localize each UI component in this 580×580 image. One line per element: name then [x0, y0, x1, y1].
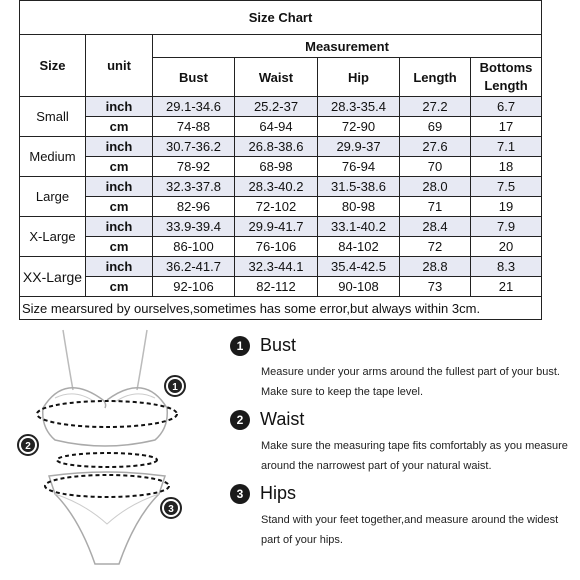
guide-line: Measure under your arms around the fullest part of your bust. [261, 366, 560, 378]
size-table [19, 0, 542, 320]
unit-cell: cm [86, 277, 153, 297]
waist-cell: 29.9-41.7 [235, 217, 318, 237]
bust-cell: 36.2-41.7 [153, 257, 235, 277]
size-label: Large [20, 177, 86, 217]
table-row [20, 237, 542, 257]
number-1-icon: 1 [230, 336, 250, 356]
guide-title: Bust [260, 335, 297, 355]
number-3-icon: 3 [230, 484, 250, 504]
hip-cell: 84-102 [318, 237, 400, 257]
waist-cell: 64-94 [235, 117, 318, 137]
waist-cell: 76-106 [235, 237, 318, 257]
guide-description [261, 510, 558, 550]
bust-cell: 29.1-34.6 [153, 97, 235, 117]
length-cell: 27.2 [400, 97, 471, 117]
svg-text:1: 1 [172, 382, 178, 393]
waist-cell: 82-112 [235, 277, 318, 297]
bottoms-cell: 21 [471, 277, 542, 297]
unit-cell: cm [86, 237, 153, 257]
number-2-icon: 2 [230, 410, 250, 430]
header-size: Size [20, 35, 86, 97]
table-row [20, 177, 542, 197]
size-label: Small [20, 97, 86, 137]
guide-line: around the narrowest part of your natural waist. [261, 460, 492, 472]
size-label: Medium [20, 137, 86, 177]
bottoms-cell: 7.9 [471, 217, 542, 237]
guide-description [261, 362, 560, 402]
size-label: X-Large [20, 217, 86, 257]
waist-tape [57, 453, 157, 467]
hip-cell: 28.3-35.4 [318, 97, 400, 117]
marker-2-icon [18, 435, 38, 455]
guide-title: Waist [260, 409, 305, 429]
table-row [20, 217, 542, 237]
unit-cell: inch [86, 177, 153, 197]
hip-cell: 76-94 [318, 157, 400, 177]
bust-cell: 86-100 [153, 237, 235, 257]
bottoms-cell: 7.1 [471, 137, 542, 157]
header-bottoms-length [471, 58, 542, 97]
hip-cell: 35.4-42.5 [318, 257, 400, 277]
unit-cell: inch [86, 97, 153, 117]
unit-cell: cm [86, 197, 153, 217]
bust-cell: 82-96 [153, 197, 235, 217]
length-cell: 28.8 [400, 257, 471, 277]
hip-cell: 72-90 [318, 117, 400, 137]
table-row [20, 277, 542, 297]
bust-cell: 32.3-37.8 [153, 177, 235, 197]
unit-cell: inch [86, 217, 153, 237]
length-cell: 28.4 [400, 217, 471, 237]
measurement-note: Size mearsured by ourselves,sometimes has some error,but always within 3cm. [20, 297, 542, 320]
hip-cell: 33.1-40.2 [318, 217, 400, 237]
bust-cell: 33.9-39.4 [153, 217, 235, 237]
length-cell: 73 [400, 277, 471, 297]
unit-cell: inch [86, 137, 153, 157]
guide-line: Make sure the measuring tape fits comfortably as you measure [261, 440, 568, 452]
bust-cell: 30.7-36.2 [153, 137, 235, 157]
length-cell: 28.0 [400, 177, 471, 197]
unit-cell: cm [86, 117, 153, 137]
guide-item-waist [230, 409, 568, 476]
waist-cell: 25.2-37 [235, 97, 318, 117]
header-bottoms-line1: Bottoms [479, 60, 533, 75]
header-hip: Hip [318, 58, 400, 97]
bottoms-cell: 20 [471, 237, 542, 257]
size-label: XX-Large [20, 257, 86, 297]
header-measurement: Measurement [153, 35, 542, 58]
header-waist: Waist [235, 58, 318, 97]
guide-line: part of your hips. [261, 534, 343, 546]
waist-cell: 26.8-38.6 [235, 137, 318, 157]
bust-cell: 74-88 [153, 117, 235, 137]
waist-cell: 68-98 [235, 157, 318, 177]
header-length: Length [400, 58, 471, 97]
waist-cell: 32.3-44.1 [235, 257, 318, 277]
table-row [20, 117, 542, 137]
hips-tape [45, 475, 169, 497]
svg-text:3: 3 [168, 504, 174, 515]
length-cell: 72 [400, 237, 471, 257]
bust-cell: 78-92 [153, 157, 235, 177]
marker-3-icon [161, 498, 181, 518]
bust-cell: 92-106 [153, 277, 235, 297]
waist-cell: 72-102 [235, 197, 318, 217]
bottoms-cell: 17 [471, 117, 542, 137]
table-row [20, 157, 542, 177]
header-bottoms-line2: Length [484, 78, 528, 93]
bottoms-cell: 7.5 [471, 177, 542, 197]
chart-title: Size Chart [20, 1, 542, 35]
header-unit: unit [86, 35, 153, 97]
body-outline-illustration [15, 328, 215, 568]
waist-cell: 28.3-40.2 [235, 177, 318, 197]
hip-cell: 90-108 [318, 277, 400, 297]
hip-cell: 31.5-38.6 [318, 177, 400, 197]
table-row [20, 97, 542, 117]
table-row [20, 257, 542, 277]
guide-description [261, 436, 568, 476]
bottoms-cell: 6.7 [471, 97, 542, 117]
size-chart [19, 0, 541, 320]
marker-1-icon [165, 376, 185, 396]
svg-text:2: 2 [25, 441, 31, 452]
header-bust: Bust [153, 58, 235, 97]
guide-item-hips [230, 483, 558, 550]
table-row [20, 137, 542, 157]
guide-title: Hips [260, 483, 297, 503]
table-row [20, 197, 542, 217]
guide-line: Stand with your feet together,and measure around the widest [261, 514, 559, 526]
bust-tape [37, 401, 177, 427]
bottoms-cell: 19 [471, 197, 542, 217]
measurement-figure [15, 328, 215, 568]
length-cell: 70 [400, 157, 471, 177]
guide-line: Make sure to keep the tape level. [261, 386, 424, 398]
length-cell: 27.6 [400, 137, 471, 157]
hip-cell: 80-98 [318, 197, 400, 217]
bottoms-cell: 8.3 [471, 257, 542, 277]
bottoms-cell: 18 [471, 157, 542, 177]
guide-item-bust [230, 335, 560, 402]
unit-cell: cm [86, 157, 153, 177]
hip-cell: 29.9-37 [318, 137, 400, 157]
length-cell: 69 [400, 117, 471, 137]
unit-cell: inch [86, 257, 153, 277]
length-cell: 71 [400, 197, 471, 217]
